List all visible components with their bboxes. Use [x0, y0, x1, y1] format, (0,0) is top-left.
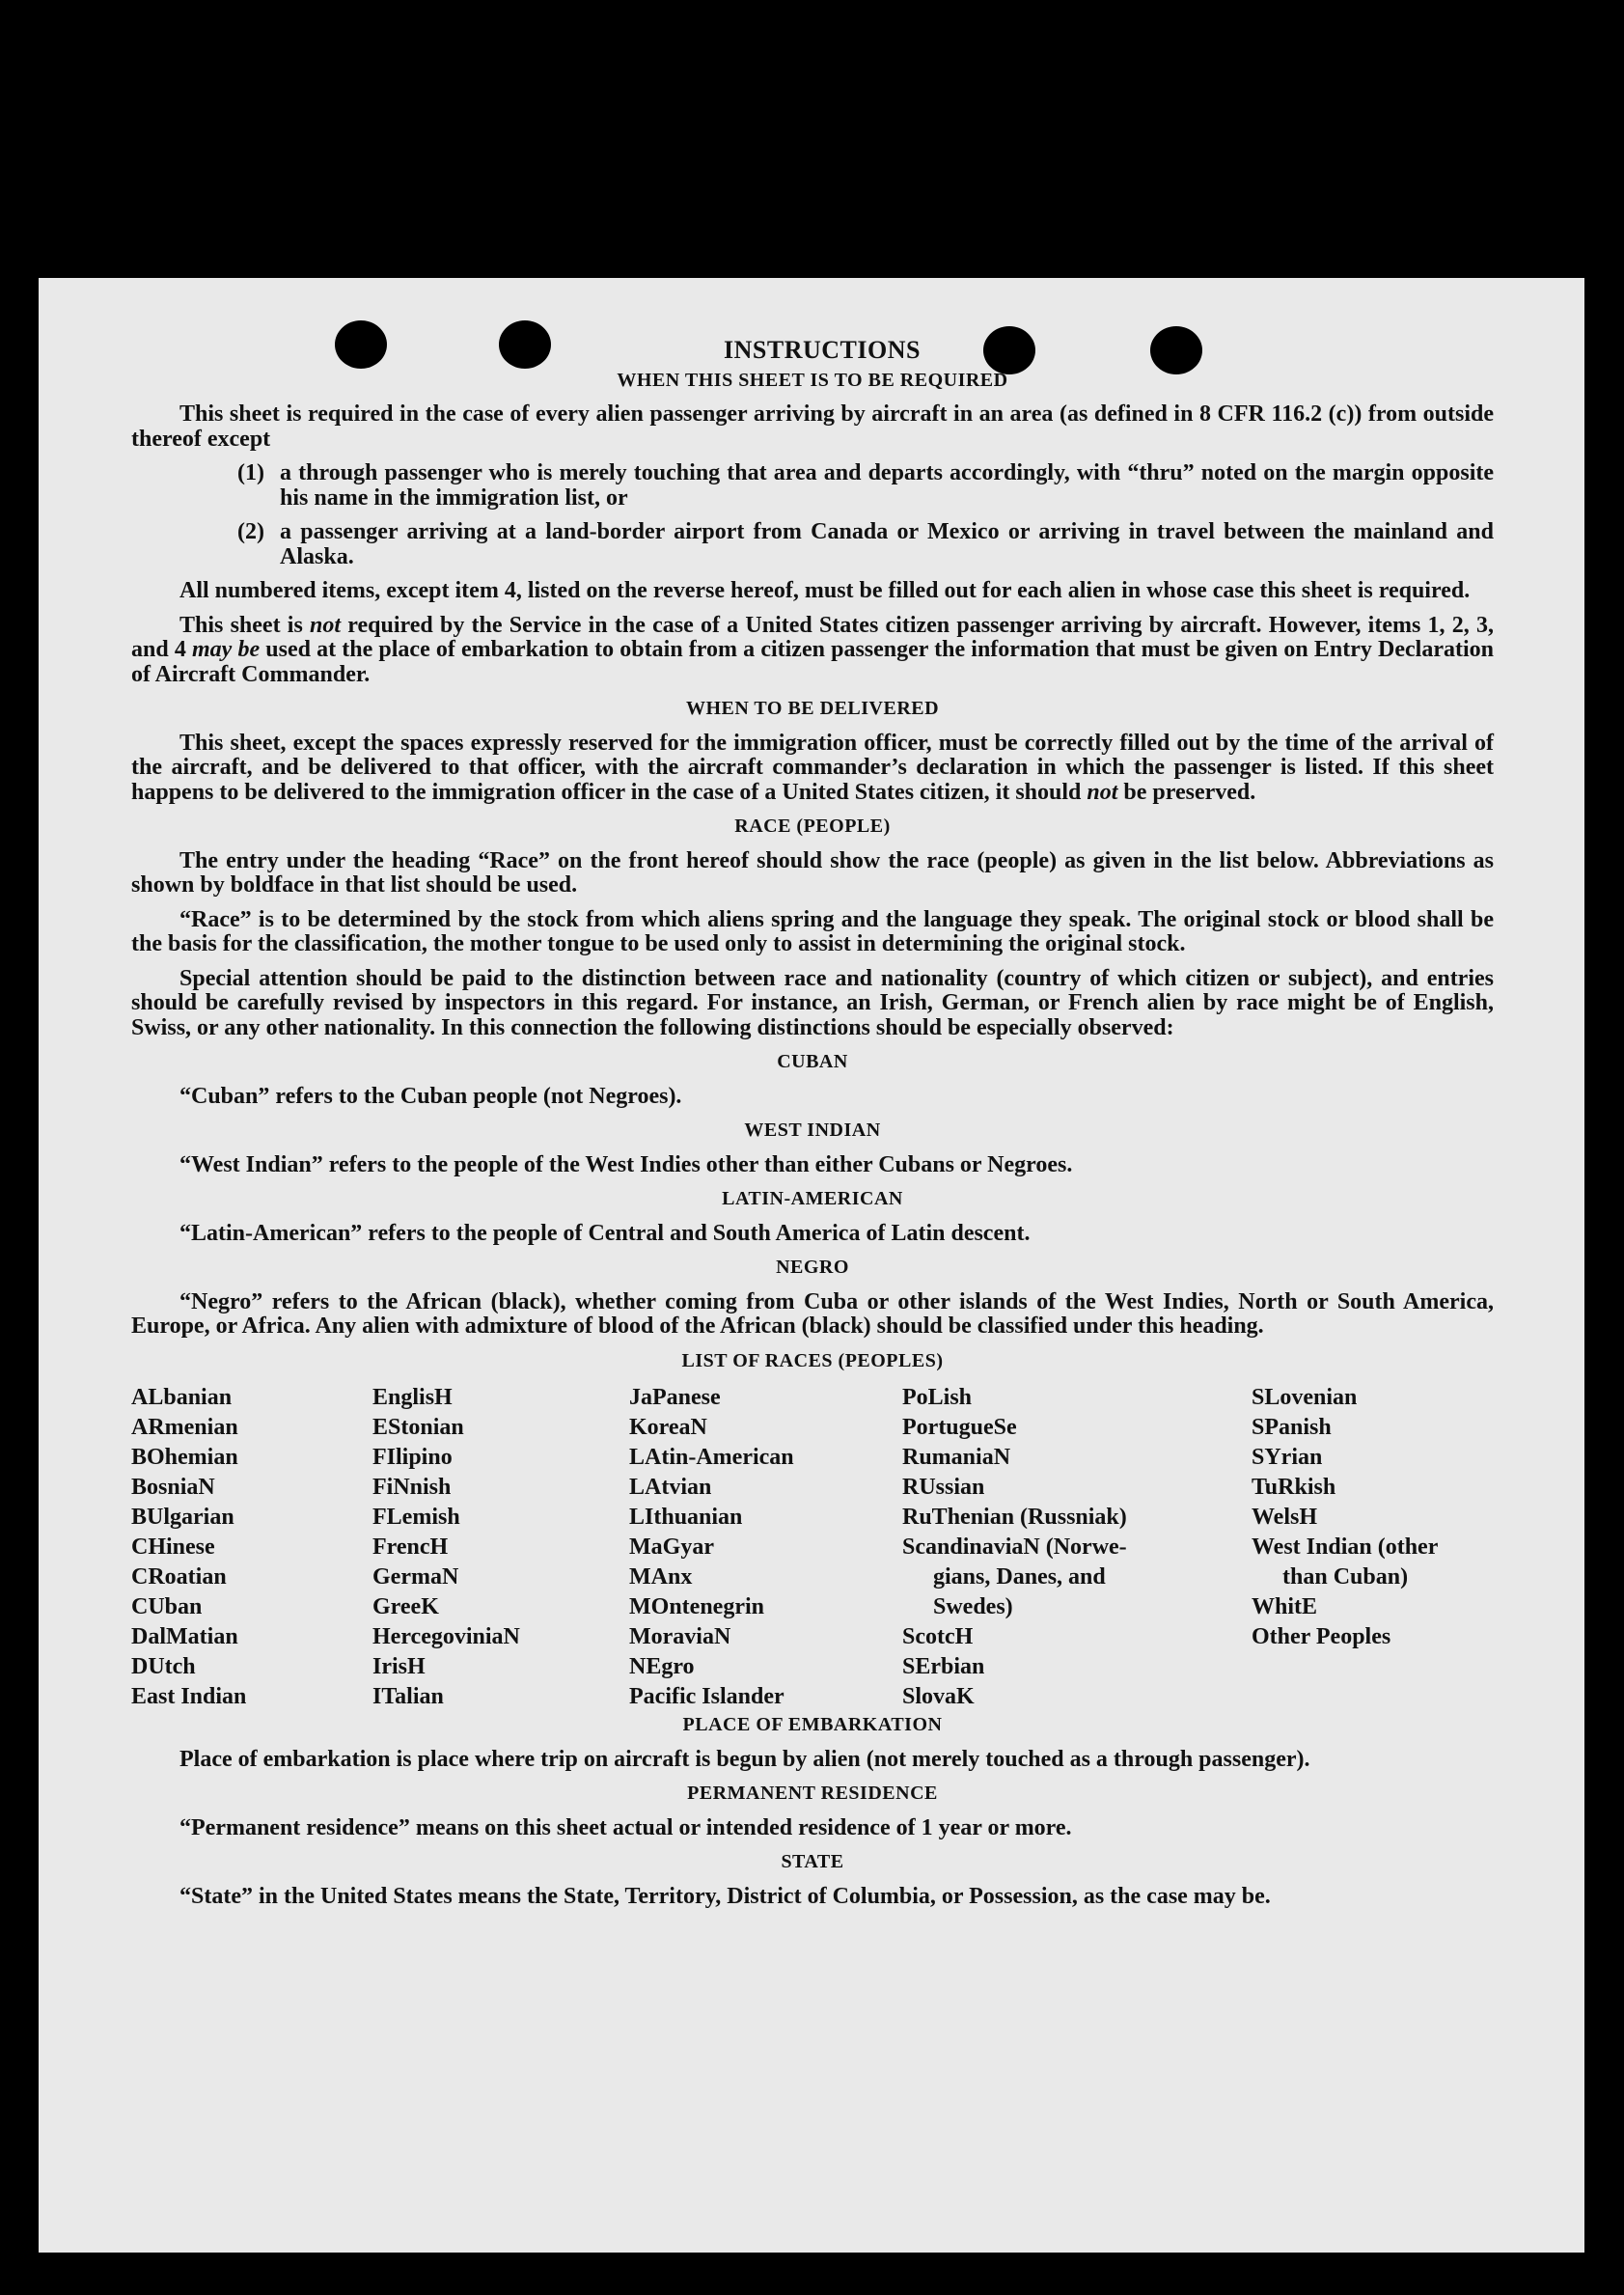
race-list-item: RuThenian (Russniak) [902, 1505, 1127, 1530]
race-list-item: FiNnish [372, 1475, 452, 1500]
west-indian-text: “West Indian” refers to the people of the West Indies other than either Cubans or Negroes. [179, 1151, 1073, 1177]
race-list-item: BOhemian [131, 1445, 238, 1470]
race-list-item: SLovenian [1252, 1385, 1358, 1410]
heading-residence: PERMANENT RESIDENCE [687, 1783, 938, 1804]
race-paragraph-2: “Race” is to be determined by the stock from which aliens spring and the language they speak. The original stock or blood shall be the basis for the classification, the mother tongue to be used only to assist in determining the original stock. [131, 906, 1494, 956]
race-list-item: RumaniaN [902, 1445, 1011, 1470]
race-list-item: BUlgarian [131, 1505, 234, 1530]
race-list-item: PortugueSe [902, 1415, 1017, 1440]
race-list-item: LAtvian [629, 1475, 712, 1500]
race-column-5 [1252, 1383, 1438, 1652]
race-column-1 [131, 1383, 246, 1712]
race-list-item: than Cuban) [1282, 1564, 1409, 1590]
race-list-item: SErbian [902, 1654, 985, 1679]
negro-text: “Negro” refers to the African (black), whether coming from Cuba or other islands of the West Indies, North or South America, Europe, or Africa. Any alien with admixture of blood of the African (black) should be classified under this heading. [131, 1288, 1494, 1339]
race-column-3 [629, 1383, 794, 1712]
race-list-item: CHinese [131, 1535, 215, 1560]
race-list-item: IrisH [372, 1654, 426, 1679]
race-list-item: TuRkish [1252, 1475, 1336, 1500]
race-list-item: HercegoviniaN [372, 1624, 520, 1649]
numbered-items-paragraph: All numbered items, except item 4, listed on the reverse hereof, must be filled out for each alien in whose case this sheet is required. [179, 578, 1471, 603]
item-number: (1) [237, 460, 264, 485]
race-list-item: Swedes) [933, 1594, 1013, 1619]
item-text: a through passenger who is merely touching that area and departs accordingly, with “thru” noted on the margin opposite his name in the immigration list, or [280, 460, 1494, 511]
race-list-item: gians, Danes, and [933, 1564, 1106, 1590]
citizen-paragraph: This sheet is not required by the Service in the case of a United States citizen passenger arriving by aircraft. However, items 1, 2, 3, and 4 may be used at the place of embarkation to obtain from a citizen passenger the information that must be given on Entry Declaration of Aircraft Commander. [131, 612, 1495, 687]
race-list [131, 1383, 1494, 1707]
race-list-item: MAnx [629, 1564, 693, 1590]
race-list-item: ITalian [372, 1684, 444, 1709]
heading-latin-american: LATIN-AMERICAN [722, 1188, 903, 1209]
race-list-item: ScotcH [902, 1624, 974, 1649]
race-list-item: Other Peoples [1252, 1624, 1391, 1649]
document-page [39, 278, 1584, 2253]
heading-delivered: WHEN TO BE DELIVERED [685, 698, 940, 719]
exception-item-1 [131, 461, 1494, 511]
race-column-4 [902, 1383, 1182, 1712]
race-list-item: KoreaN [629, 1415, 707, 1440]
instructions-body [131, 338, 1494, 1919]
item-number: (2) [237, 519, 264, 544]
heading-cuban: CUBAN [777, 1051, 848, 1072]
heading-required: WHEN THIS SHEET IS TO BE REQUIRED [617, 369, 1008, 391]
race-list-item: WelsH [1252, 1505, 1318, 1530]
item-text: a passenger arriving at a land-border airport from Canada or Mexico or arriving in travel between the mainland and Alaska. [280, 519, 1494, 569]
state-text: “State” in the United States means the State, Territory, District of Columbia, or Possession, as the case may be. [179, 1883, 1271, 1909]
race-list-item: East Indian [131, 1684, 247, 1709]
race-list-item: MOntenegrin [629, 1594, 764, 1619]
race-list-item: PoLish [902, 1385, 973, 1410]
race-list-item: BosniaN [131, 1475, 215, 1500]
required-intro: This sheet is required in the case of every alien passenger arriving by aircraft in an area (as defined in 8 CFR 116.2 (c)) from outside thereof except [131, 401, 1494, 452]
race-column-2 [372, 1383, 520, 1712]
race-list-item: ARmenian [131, 1415, 238, 1440]
latin-american-text: “Latin-American” refers to the people of Central and South America of Latin descent. [179, 1220, 1031, 1246]
heading-negro: NEGRO [776, 1257, 849, 1278]
heading-list-of-races: LIST OF RACES (PEOPLES) [681, 1349, 944, 1371]
page-title: INSTRUCTIONS [724, 336, 921, 364]
race-list-item: GermaN [372, 1564, 459, 1590]
race-list-item: EnglisH [372, 1385, 453, 1410]
race-list-item: FIlipino [372, 1445, 453, 1470]
race-list-item: CRoatian [131, 1564, 227, 1590]
race-list-item: GreeK [372, 1594, 439, 1619]
race-list-item: FLemish [372, 1505, 460, 1530]
race-list-item: MoraviaN [629, 1624, 731, 1649]
race-list-item: EStonian [372, 1415, 464, 1440]
race-list-item: SlovaK [902, 1684, 975, 1709]
race-list-item: MaGyar [629, 1535, 714, 1560]
race-list-item: RUssian [902, 1475, 985, 1500]
race-list-item: CUban [131, 1594, 203, 1619]
race-list-item: LIthuanian [629, 1505, 743, 1530]
race-list-item: LAtin-American [629, 1445, 794, 1470]
heading-embarkation: PLACE OF EMBARKATION [682, 1714, 943, 1735]
race-list-item: ALbanian [131, 1385, 233, 1410]
race-list-item: Pacific Islander [629, 1684, 784, 1709]
race-list-item: DalMatian [131, 1624, 238, 1649]
race-list-item: SYrian [1252, 1445, 1323, 1470]
race-list-item: WhitE [1252, 1594, 1318, 1619]
race-list-item: FrencH [372, 1535, 449, 1560]
exception-item-2 [131, 520, 1494, 569]
race-list-item: West Indian (other [1252, 1535, 1439, 1560]
race-paragraph-1: The entry under the heading “Race” on the front hereof should show the race (people) as given in the list below. Abbreviations as shown by boldface in that list should be used. [131, 847, 1494, 898]
heading-state: STATE [781, 1851, 844, 1872]
cuban-text: “Cuban” refers to the Cuban people (not Negroes). [179, 1083, 682, 1109]
race-list-item: NEgro [629, 1654, 695, 1679]
race-list-item: ScandinaviaN (Norwe- [902, 1535, 1127, 1560]
race-list-item: SPanish [1252, 1415, 1332, 1440]
residence-text: “Permanent residence” means on this sheet actual or intended residence of 1 year or more. [179, 1814, 1072, 1840]
heading-race: RACE (PEOPLE) [734, 816, 891, 837]
delivered-paragraph: This sheet, except the spaces expressly reserved for the immigration officer, must be correctly filled out by the time of the arrival of the aircraft, and be delivered to that officer, with the aircraft commander’s declaration in which the passenger is listed. If this sheet happens to be delivered to the immigration officer in the case of a United States citizen, it should not be preserved. [131, 730, 1494, 805]
heading-west-indian: WEST INDIAN [744, 1120, 881, 1141]
embarkation-text: Place of embarkation is place where trip on aircraft is begun by alien (not merely touched as a through passenger). [179, 1746, 1310, 1772]
race-list-item: JaPanese [629, 1385, 721, 1410]
race-list-item: DUtch [131, 1654, 196, 1679]
race-paragraph-3: Special attention should be paid to the distinction between race and nationality (country of which citizen or subject), and entries should be carefully revised by inspectors in this regard. For instance, an Irish, German, or French alien by race might be of English, Swiss, or any other nationality. In this connection the following distinctions should be especially observed: [131, 965, 1494, 1040]
